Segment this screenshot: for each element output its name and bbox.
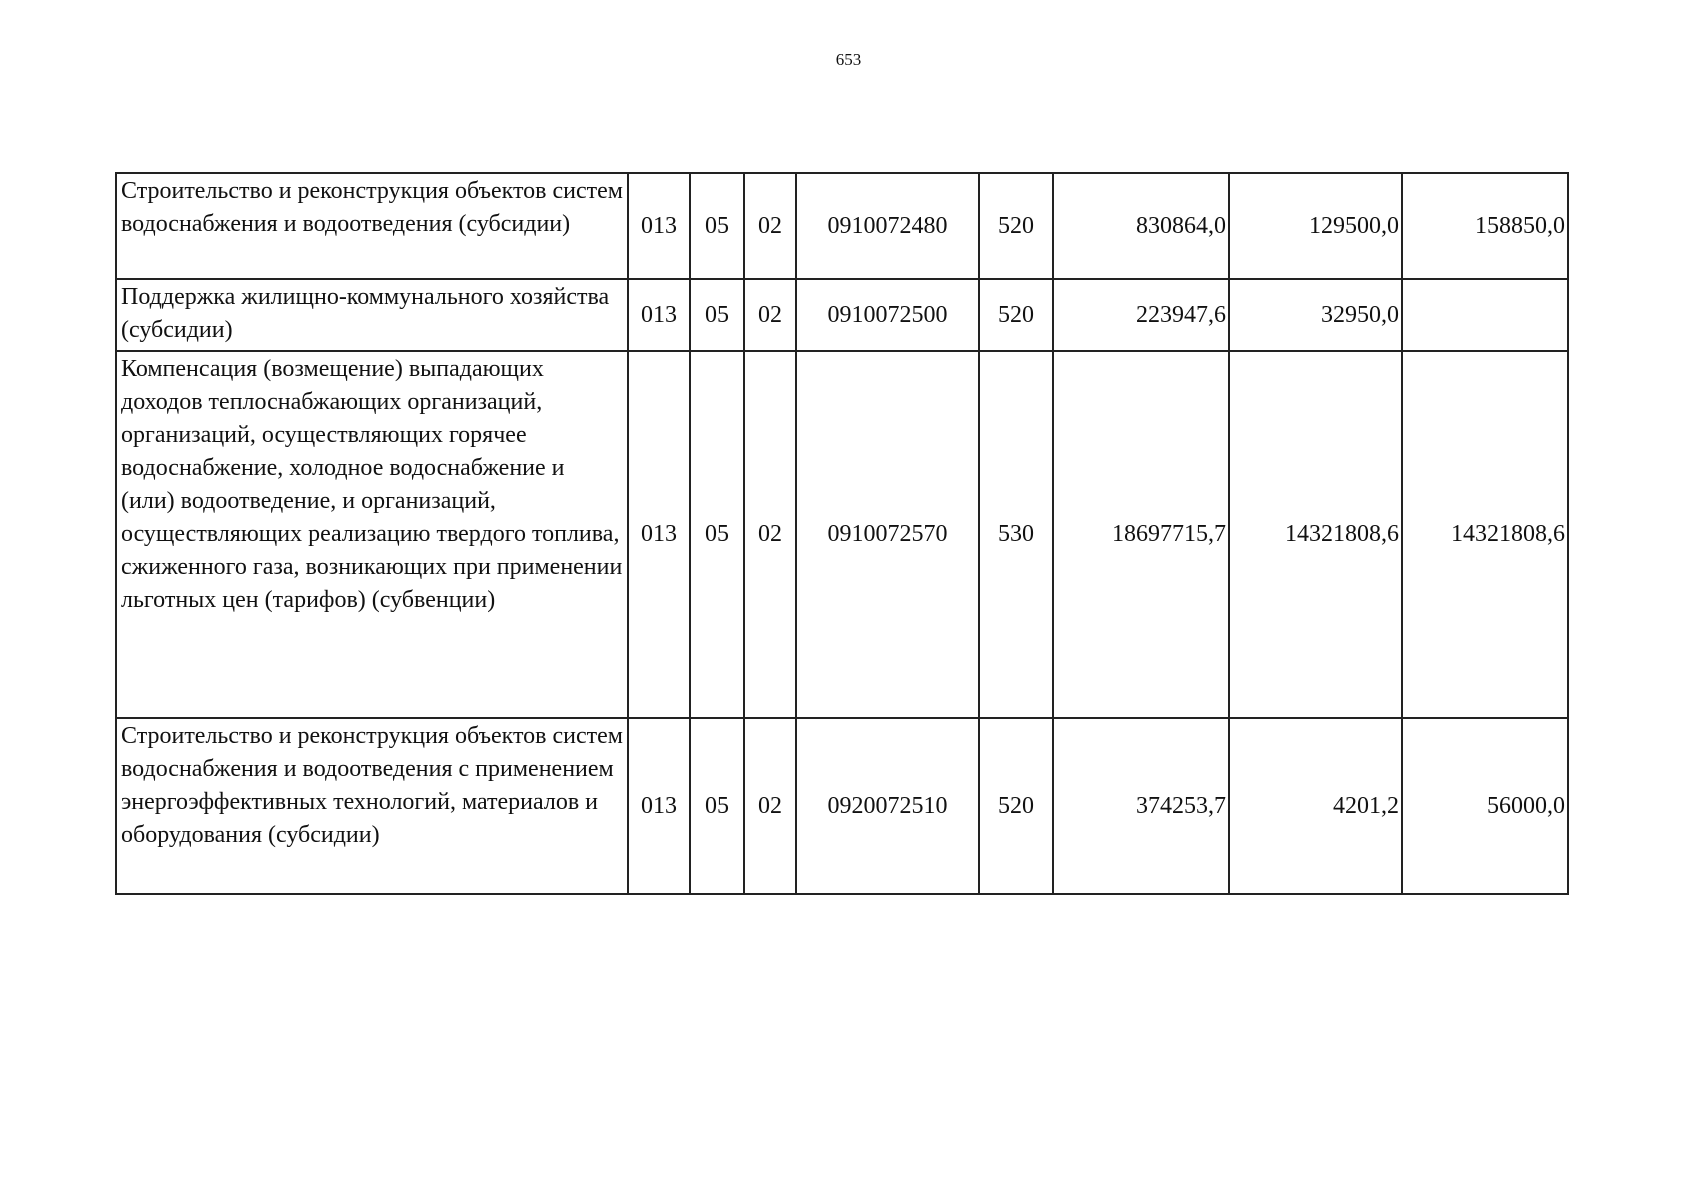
row-description: Поддержка жилищно-коммунального хозяйства (субсидии) bbox=[116, 279, 628, 351]
target-item-code: 0910072570 bbox=[796, 351, 979, 718]
amount-2: 14321808,6 bbox=[1229, 351, 1402, 718]
amount-2: 129500,0 bbox=[1229, 173, 1402, 279]
subsection-code: 02 bbox=[744, 173, 796, 279]
amount-1: 374253,7 bbox=[1053, 718, 1229, 894]
table-row bbox=[116, 351, 1568, 718]
target-item-code: 0910072500 bbox=[796, 279, 979, 351]
row-description: Компенсация (возмещение) выпадающих доходов теплоснабжающих организаций, организаций, осуществляющих горячее водоснабжение, холодное водоснабжение и (или) водоотведение, и организаций, осуществляющих реализацию твердого топлива, сжиженного газа, возникающих при применении льготных цен (тарифов) (субвенции) bbox=[116, 351, 628, 718]
expense-type-code: 520 bbox=[979, 279, 1053, 351]
amount-2: 4201,2 bbox=[1229, 718, 1402, 894]
table-row bbox=[116, 718, 1568, 894]
target-item-code: 0910072480 bbox=[796, 173, 979, 279]
ministry-code: 013 bbox=[628, 279, 690, 351]
row-description: Строительство и реконструкция объектов систем водоснабжения и водоотведения (субсидии) bbox=[116, 173, 628, 279]
amount-3: 56000,0 bbox=[1402, 718, 1568, 894]
section-code: 05 bbox=[690, 279, 744, 351]
page-number: 653 bbox=[835, 50, 862, 69]
expense-type-code: 520 bbox=[979, 173, 1053, 279]
table-row bbox=[116, 279, 1568, 351]
subsection-code: 02 bbox=[744, 718, 796, 894]
target-item-code: 0920072510 bbox=[796, 718, 979, 894]
expense-type-code: 520 bbox=[979, 718, 1053, 894]
expense-type-code: 530 bbox=[979, 351, 1053, 718]
subsection-code: 02 bbox=[744, 279, 796, 351]
row-description: Строительство и реконструкция объектов систем водоснабжения и водоотведения с применением энергоэффективных технологий, материалов и оборудования (субсидии) bbox=[116, 718, 628, 894]
amount-2: 32950,0 bbox=[1229, 279, 1402, 351]
amount-1: 18697715,7 bbox=[1053, 351, 1229, 718]
section-code: 05 bbox=[690, 351, 744, 718]
ministry-code: 013 bbox=[628, 351, 690, 718]
amount-3 bbox=[1402, 279, 1568, 351]
subsection-code: 02 bbox=[744, 351, 796, 718]
table-row bbox=[116, 173, 1568, 279]
section-code: 05 bbox=[690, 718, 744, 894]
amount-1: 830864,0 bbox=[1053, 173, 1229, 279]
ministry-code: 013 bbox=[628, 718, 690, 894]
section-code: 05 bbox=[690, 173, 744, 279]
amount-1: 223947,6 bbox=[1053, 279, 1229, 351]
amount-3: 158850,0 bbox=[1402, 173, 1568, 279]
budget-table bbox=[115, 172, 1569, 895]
amount-3: 14321808,6 bbox=[1402, 351, 1568, 718]
ministry-code: 013 bbox=[628, 173, 690, 279]
